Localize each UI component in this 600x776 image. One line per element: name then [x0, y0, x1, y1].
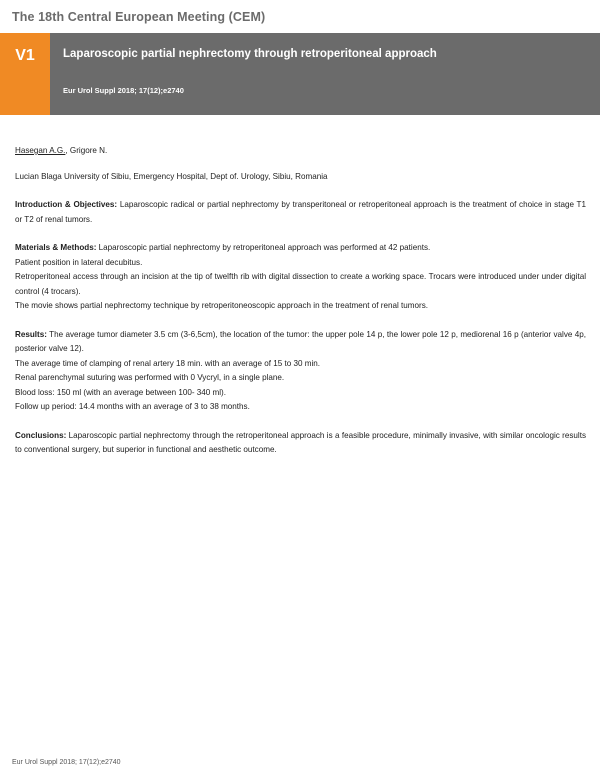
results-label: Results:	[15, 329, 47, 339]
abstract-body	[15, 144, 586, 472]
results-line-2: The average time of clamping of renal artery 18 min. with an average of 15 to 30 min.	[15, 358, 321, 368]
other-authors: , Grigore N.	[65, 146, 108, 155]
title-panel	[50, 33, 600, 115]
presenting-author-link[interactable]: Hasegan A.G.	[15, 146, 66, 155]
results-line-1: The average tumor diameter 3.5 cm (3-6,5cm), the location of the tumor: the upper pole 14 p, the lower pole 12 p, mediorenal 16 p (anterior valve 4p, posterior valve 12).	[15, 329, 586, 353]
page-footer-citation: Eur Urol Suppl 2018; 17(12);e2740	[12, 759, 121, 766]
section-results	[15, 328, 586, 415]
section-conclusions	[15, 429, 586, 458]
intro-text: Laparoscopic radical or partial nephrectomy by transperitoneal or retroperitoneal approach is the treatment of choice in stage T1 or T2 of renal tumors.	[15, 200, 586, 224]
results-line-3: Renal parenchymal suturing was performed with 0 Vycryl, in a single plane.	[15, 373, 285, 382]
methods-line-3: Retroperitoneal access through an incision at the tip of twelfth rib with digital dissection to create a working space. Trocars were introduced under under digital control (4 trocars).	[15, 272, 586, 296]
conclusions-label: Conclusions:	[15, 430, 67, 440]
section-methods	[15, 241, 586, 314]
methods-label: Materials & Methods:	[15, 243, 97, 252]
intro-label: Introduction & Objectives:	[15, 200, 118, 209]
citation: Eur Urol Suppl 2018; 17(12);e2740	[63, 86, 184, 95]
conclusions-text: Laparoscopic partial nephrectomy through the retroperitoneal approach is a feasible procedure, minimally invasive, with similar oncologic results to conventional surgery, but superior in functional and aesthetic outcome.	[15, 430, 586, 454]
article-banner	[0, 33, 600, 115]
affiliation: Lucian Blaga University of Sibiu, Emergency Hospital, Dept of. Urology, Sibiu, Romania	[15, 171, 328, 181]
section-introduction	[15, 198, 586, 227]
article-title: Laparoscopic partial nephrectomy through retroperitoneal approach	[63, 48, 437, 60]
methods-line-2: Patient position in lateral decubitus.	[15, 257, 143, 267]
methods-line-1: Laparoscopic partial nephrectomy by retroperitoneal approach was performed at 42 patients.	[96, 243, 431, 252]
meeting-title: The 18th Central European Meeting (CEM)	[12, 10, 266, 24]
methods-line-4: The movie shows partial nephrectomy technique by retroperitoneoscopic approach in the treatment of renal tumors.	[15, 301, 428, 310]
abstract-code-badge: V1	[0, 33, 50, 115]
authors	[15, 144, 586, 159]
results-line-5: Follow up period: 14.4 months with an average of 3 to 38 months.	[15, 402, 250, 411]
results-line-4: Blood loss: 150 ml (with an average between 100- 340 ml).	[15, 387, 227, 397]
